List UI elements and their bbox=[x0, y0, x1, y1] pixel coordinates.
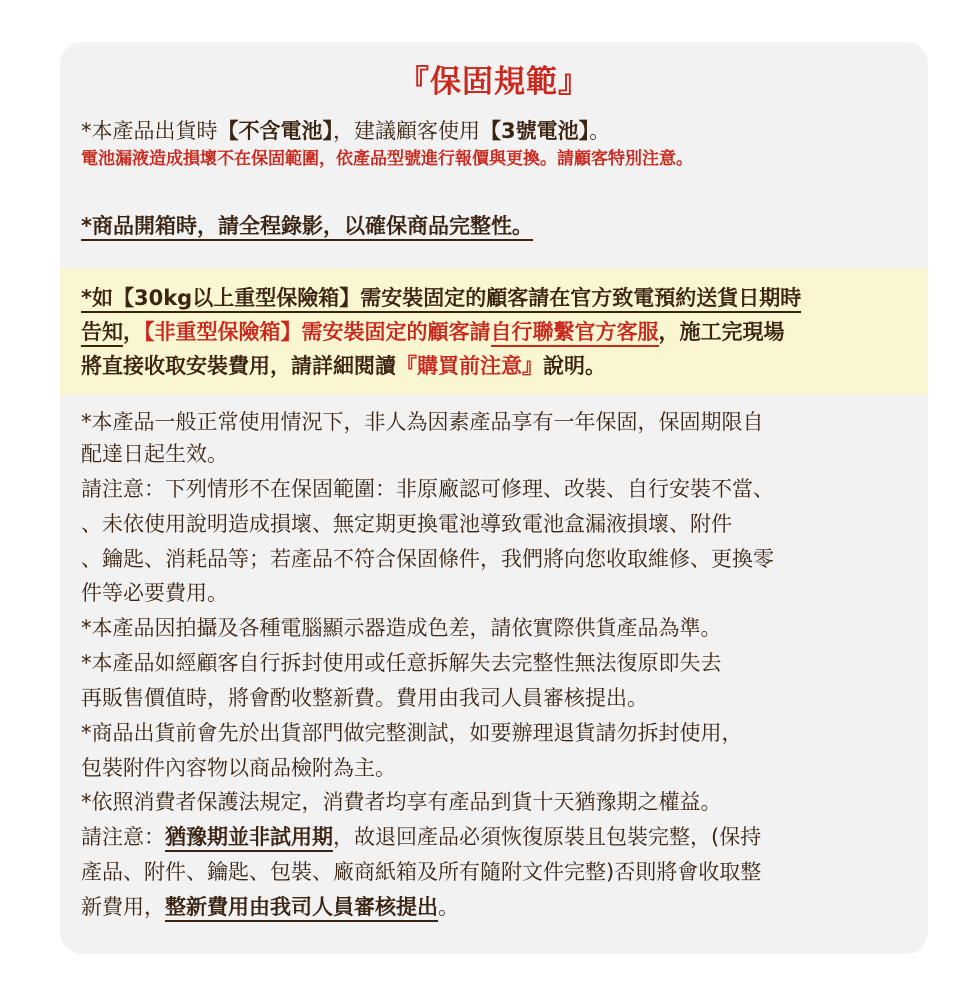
warranty-line: 包裝附件內容物以商品檢附為主。 bbox=[81, 756, 396, 780]
warranty-line: 產品、附件、鑰匙、包裝、廠商紙箱及所有隨附文件完整)否則將會收取整 bbox=[81, 860, 762, 884]
safe-notice-text-1: *如【30kg以上重型保險箱】需安裝固定的顧客請在官方致電預約送貨日期時 bbox=[81, 286, 801, 313]
safe-notice-inform: 告知 bbox=[81, 320, 123, 347]
warranty-line: *商品出貨前會先於出貨部門做完整測試，如要辦理退貨請勿拆封使用， bbox=[81, 721, 743, 745]
unboxing-notice bbox=[81, 210, 533, 242]
no-battery-highlight: 【不含電池】 bbox=[217, 119, 333, 143]
note-text: ，故退回產品必須恢復原裝且包裝完整，(保持 bbox=[333, 825, 762, 849]
safe-notice-text-2: ，施工完現場 bbox=[658, 320, 785, 344]
fee-text: 新費用， bbox=[81, 895, 165, 919]
warranty-card bbox=[60, 42, 928, 954]
warranty-line: 再販售價值時，將會酌收整新費。費用由我司人員審核提出。 bbox=[81, 686, 648, 710]
not-trial-period-highlight: 猶豫期並非試用期 bbox=[165, 825, 333, 852]
battery-type-highlight: 【3號電池】 bbox=[480, 119, 590, 143]
fee-review-highlight: 整新費用由我司人員審核提出 bbox=[165, 895, 438, 922]
warranty-line: *本產品一般正常使用情況下，非人為因素產品享有一年保固，保固期限自 bbox=[81, 410, 764, 434]
page-title: 『保固規範』 bbox=[398, 64, 590, 100]
unboxing-text: *商品開箱時，請全程錄影，以確保商品完整性。 bbox=[81, 214, 533, 241]
warranty-line: 、未依使用說明造成損壞、無定期更換電池導致電池盒漏液損壞、附件 bbox=[81, 512, 732, 536]
non-heavy-safe-notice: 【非重型保險箱】需安裝固定的顧客請 bbox=[144, 320, 491, 344]
warranty-line: 、鑰匙、消耗品等；若產品不符合保固條件，我們將向您收取維修、更換零 bbox=[81, 547, 774, 571]
warranty-line: 請注意：下列情形不在保固範圍：非原廠認可修理、改裝、自行安裝不當、 bbox=[81, 477, 774, 501]
safe-notice-box bbox=[60, 268, 928, 395]
note-prefix: 請注意： bbox=[81, 825, 165, 849]
safe-notice-text-4: 說明。 bbox=[543, 354, 606, 378]
refurbish-fee-line bbox=[81, 891, 459, 923]
battery-text-end: 。 bbox=[589, 119, 611, 143]
safe-notice-comma: ， bbox=[123, 320, 144, 344]
battery-warning: 電池漏液造成損壞不在保固範圍，依產品型號進行報價與更換。請顧客特別注意。 bbox=[81, 149, 693, 169]
contact-service-highlight: 自行聯繫官方客服 bbox=[491, 320, 659, 347]
warranty-line: 件等必要費用。 bbox=[81, 581, 228, 605]
safe-notice-line-2 bbox=[81, 316, 785, 348]
safe-notice-line-3 bbox=[81, 350, 606, 382]
pre-purchase-link-text: 『購買前注意』 bbox=[396, 354, 543, 378]
safe-notice-line-1 bbox=[81, 282, 801, 314]
cooling-off-note bbox=[81, 821, 761, 853]
warranty-line: *本產品因拍攝及各種電腦顯示器造成色差，請依實際供貨產品為準。 bbox=[81, 616, 722, 640]
battery-text-mid: ，建議顧客使用 bbox=[333, 119, 480, 143]
safe-notice-text-3: 將直接收取安裝費用，請詳細閱讀 bbox=[81, 354, 396, 378]
fee-text-end: 。 bbox=[438, 895, 459, 919]
warranty-line: *依照消費者保護法規定，消費者均享有產品到貨十天猶豫期之權益。 bbox=[81, 790, 722, 814]
warranty-line: 配達日起生效。 bbox=[81, 442, 228, 466]
battery-text: *本產品出貨時 bbox=[81, 119, 218, 143]
warranty-line: *本產品如經顧客自行拆封使用或任意拆解失去完整性無法復原即失去 bbox=[81, 651, 722, 675]
